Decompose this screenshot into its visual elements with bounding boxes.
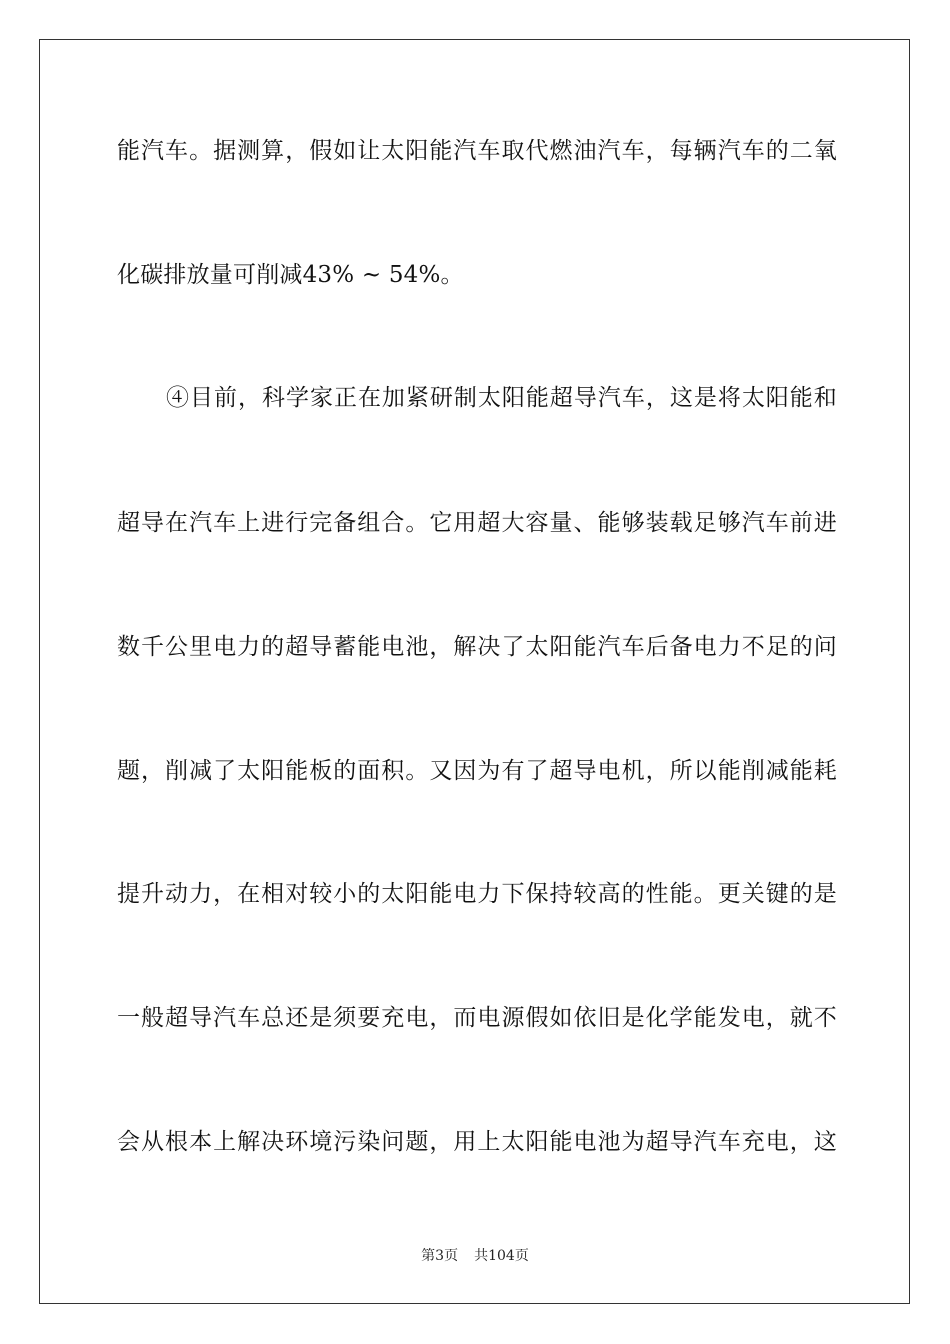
page-total: 共104页 <box>474 1248 529 1264</box>
page-number: 第3页 <box>421 1248 459 1264</box>
paragraph-line: 超导在汽车上进行完备组合。它用超大容量、能够装载足够汽车前进 <box>117 510 837 536</box>
paragraph-line: 题，削减了太阳能板的面积。又因为有了超导电机，所以能削减能耗 <box>117 758 837 784</box>
page-border <box>39 39 910 1304</box>
paragraph-line: 化碳排放量可削减43% ~ 54%。 <box>117 262 464 288</box>
paragraph-line: 数千公里电力的超导蓄能电池，解决了太阳能汽车后备电力不足的问 <box>117 634 837 660</box>
paragraph-line: 提升动力，在相对较小的太阳能电力下保持较高的性能。更关键的是 <box>117 881 837 907</box>
paragraph-line: 能汽车。据测算，假如让太阳能汽车取代燃油汽车，每辆汽车的二氧 <box>117 138 837 164</box>
page-footer <box>0 1247 950 1265</box>
paragraph-line: 会从根本上解决环境污染问题，用上太阳能电池为超导汽车充电，这 <box>117 1129 837 1155</box>
paragraph-line: 一般超导汽车总还是须要充电，而电源假如依旧是化学能发电，就不 <box>117 1005 837 1031</box>
paragraph-line: ④目前，科学家正在加紧研制太阳能超导汽车，这是将太阳能和 <box>166 385 837 411</box>
